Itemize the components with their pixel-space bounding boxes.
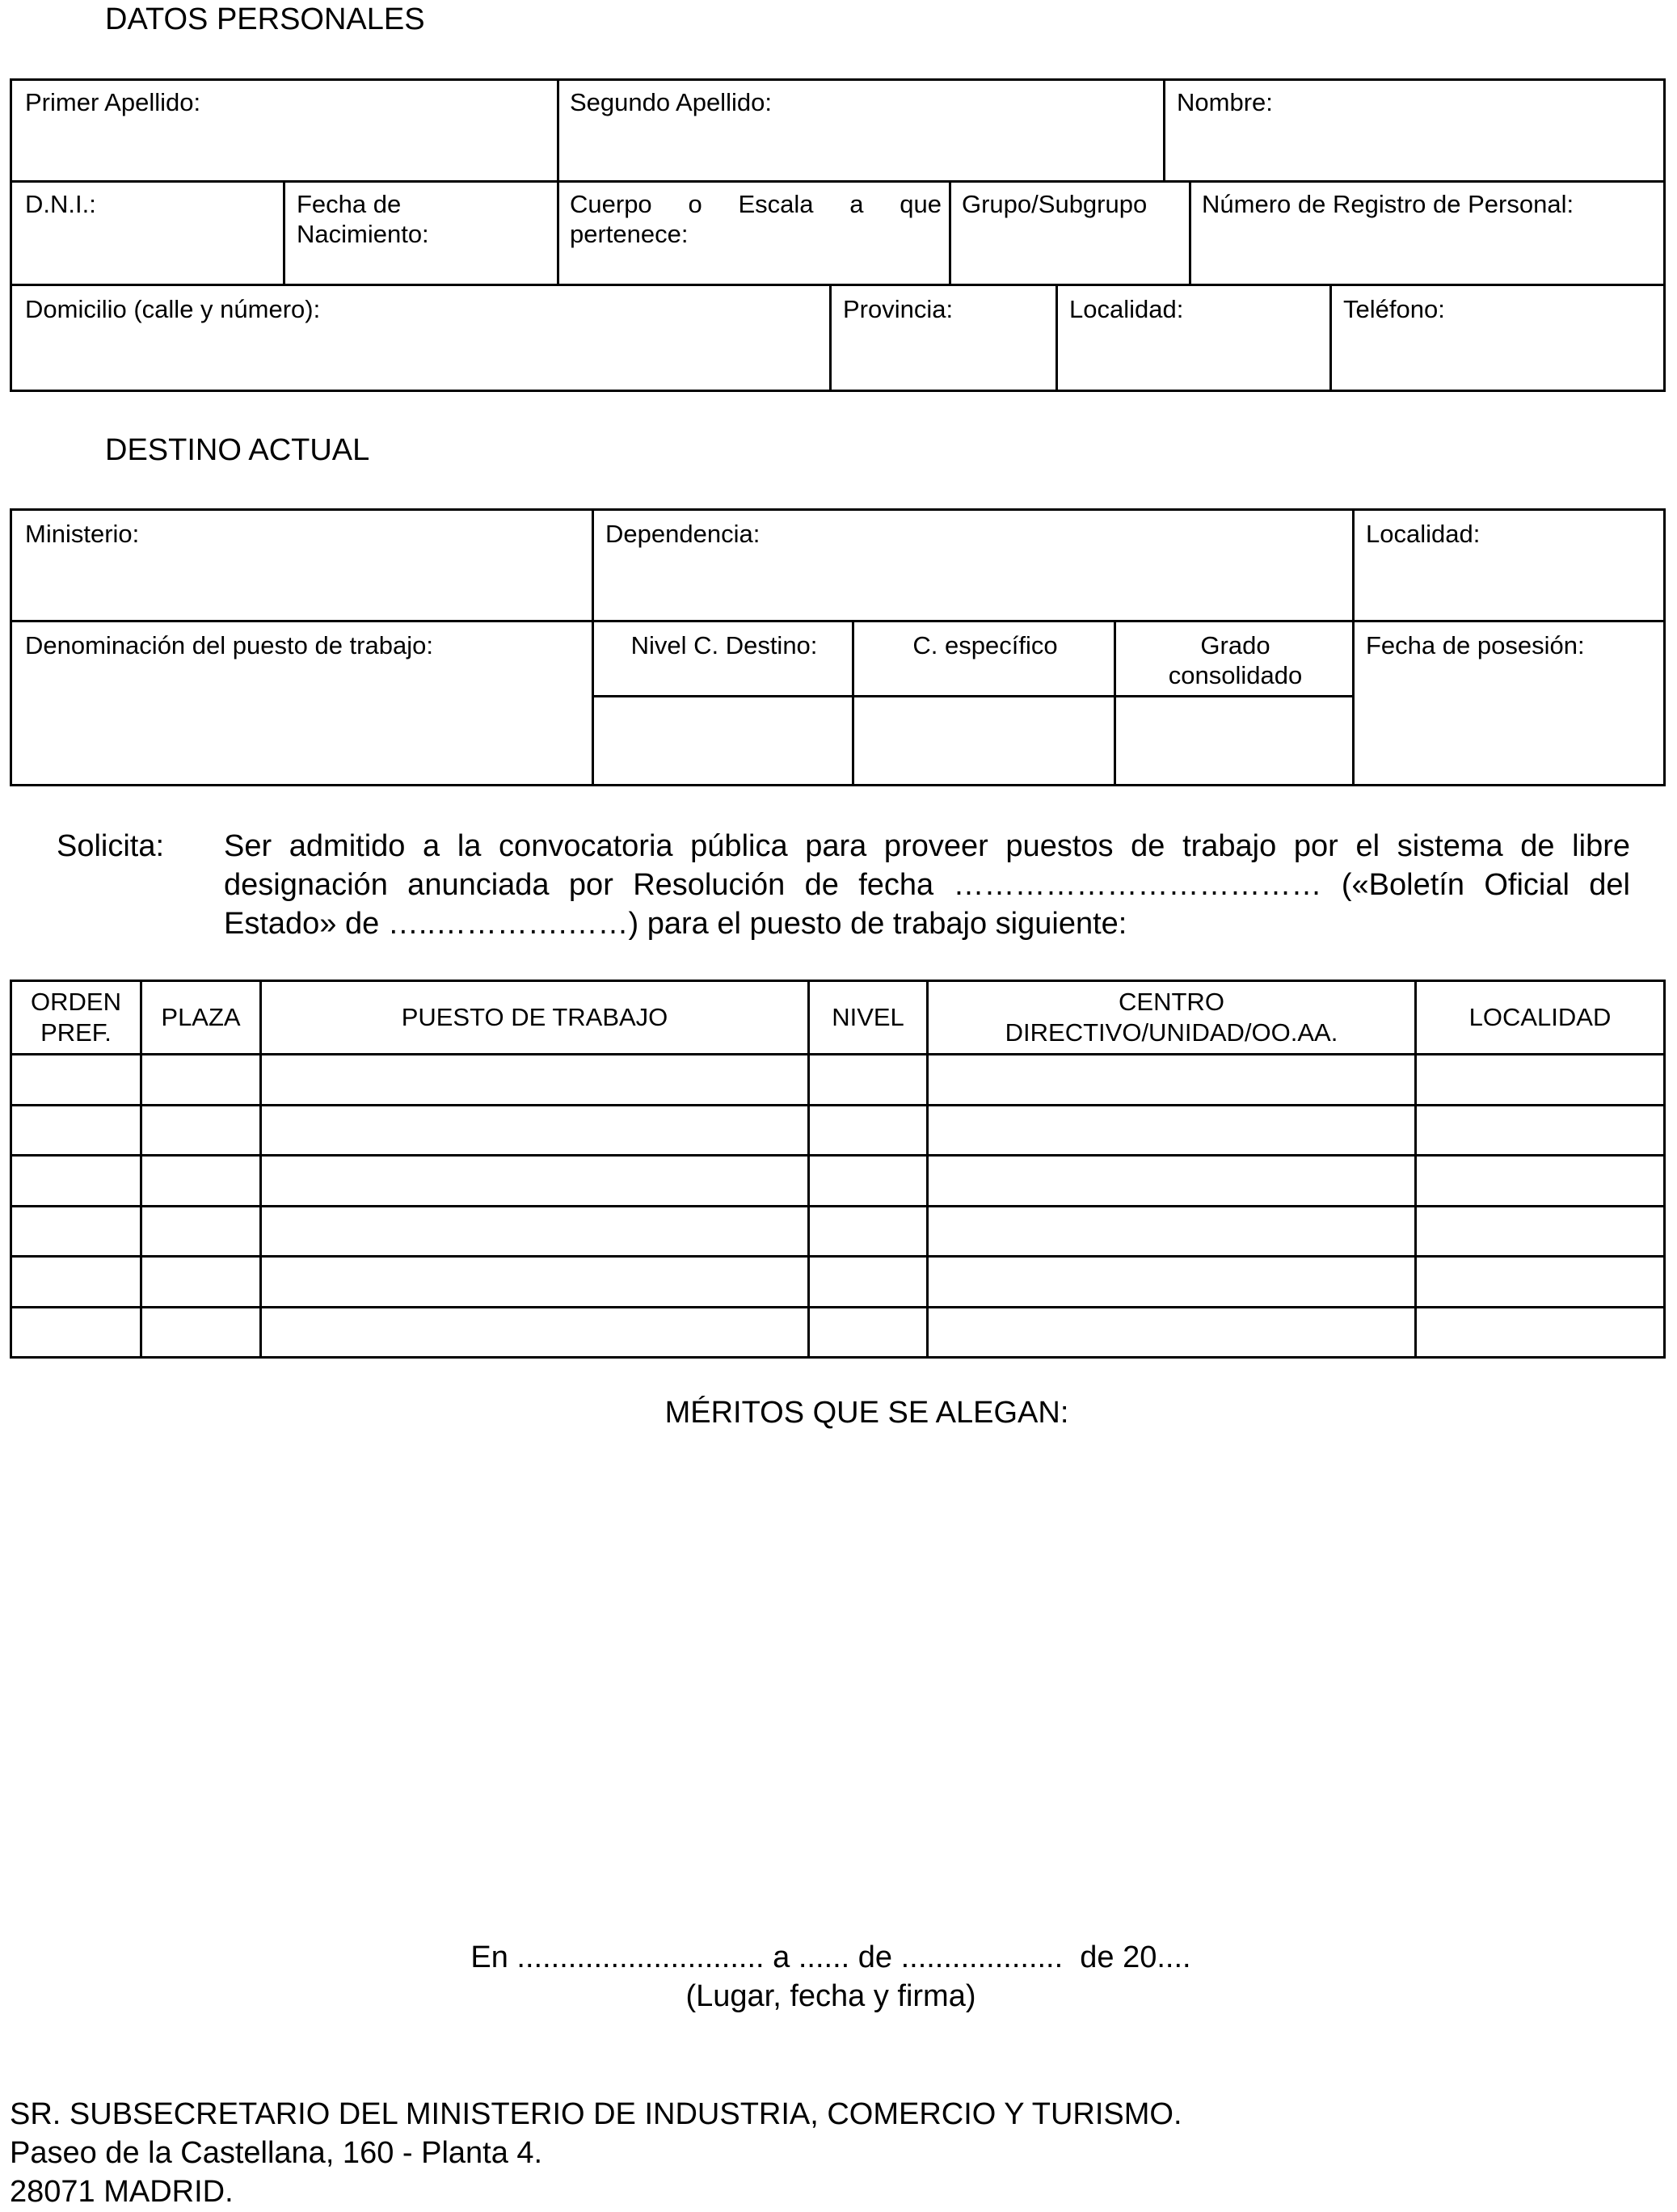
cell-puesto[interactable] [259,1306,810,1359]
col-header-centro-text [929,982,1414,1053]
label-complemento-especifico: C. específico [912,631,1058,659]
table-border-right [1663,980,1666,1359]
label-cuerpo-escala-2: pertenece: [570,220,689,248]
input-complemento-especifico[interactable] [852,695,1116,786]
cell-plaza[interactable] [140,1205,262,1258]
cell-orden[interactable] [10,1205,142,1258]
label-localidad-puesto: LOCALIDAD [1468,1003,1612,1031]
label-ministerio: Ministerio: [25,520,140,548]
cell-nivel[interactable] [807,1306,929,1359]
field-cuerpo-escala[interactable] [557,180,951,286]
label-grado-1: Grado [1200,631,1270,659]
section-title-datos-personales: DATOS PERSONALES [105,2,425,36]
cell-plaza[interactable] [140,1154,262,1207]
solicita-label: Solicita: [57,829,165,863]
table-border-right [1663,78,1666,392]
header-complemento-especifico [852,620,1116,697]
solicita-text-line-3: Estado» de …..………….……) para el puesto de trabajo siguiente: [224,907,1127,941]
field-numero-registro[interactable] [1189,180,1666,286]
label-orden-1: ORDEN [31,988,121,1016]
col-header-orden-text [12,982,140,1053]
cell-puesto[interactable] [259,1255,810,1308]
cell-centro[interactable] [926,1154,1417,1207]
section-title-destino-actual: DESTINO ACTUAL [105,433,370,467]
label-grado-2: consolidado [1168,661,1303,689]
field-primer-apellido[interactable] [10,78,559,183]
label-centro-1: CENTRO [1119,988,1224,1016]
cell-nivel[interactable] [807,1104,929,1157]
cell-nivel[interactable] [807,1053,929,1106]
label-dependencia: Dependencia: [605,520,761,548]
cell-nivel[interactable] [807,1205,929,1258]
table-border-bottom [10,784,1666,786]
meritos-area[interactable] [10,1447,1666,1907]
label-cuerpo-escala-1: Cuerpo o Escala a que [570,190,942,218]
cell-nivel[interactable] [807,1154,929,1207]
label-fecha-nacimiento-2: Nacimiento: [297,220,429,248]
meritos-title: MÉRITOS QUE SE ALEGAN: [664,1396,1069,1430]
label-localidad-destino: Localidad: [1366,520,1481,548]
field-grupo-subgrupo[interactable] [949,180,1191,286]
cell-plaza[interactable] [140,1306,262,1359]
field-telefono[interactable] [1329,284,1666,390]
label-centro-2: DIRECTIVO/UNIDAD/OO.AA. [1005,1018,1338,1047]
field-segundo-apellido[interactable] [557,78,1165,183]
label-fecha-posesion: Fecha de posesión: [1366,631,1585,659]
cell-puesto[interactable] [259,1154,810,1207]
label-primer-apellido: Primer Apellido: [25,88,201,116]
header-grado-consolidado [1114,620,1355,697]
cell-localidad[interactable] [1414,1205,1666,1258]
table-border-bottom [10,390,1666,392]
cell-puesto[interactable] [259,1053,810,1106]
input-grado-consolidado[interactable] [1114,695,1355,786]
cell-centro[interactable] [926,1053,1417,1106]
label-dni: D.N.I.: [25,190,96,218]
cell-localidad[interactable] [1414,1104,1666,1157]
cell-plaza[interactable] [140,1053,262,1106]
label-nivel: NIVEL [832,1003,904,1031]
label-denominacion-puesto: Denominación del puesto de trabajo: [25,631,433,659]
field-domicilio[interactable] [10,284,832,390]
firma-line: En ............................. a ...... de ................... de 20.... [470,1940,1191,1974]
field-nombre[interactable] [1163,78,1666,183]
cell-centro[interactable] [926,1205,1417,1258]
field-fecha-posesion[interactable] [1352,620,1666,786]
cell-centro[interactable] [926,1104,1417,1157]
cell-centro[interactable] [926,1306,1417,1359]
field-localidad[interactable] [1055,284,1332,390]
cell-localidad[interactable] [1414,1306,1666,1359]
cell-orden[interactable] [10,1104,142,1157]
label-telefono: Teléfono: [1343,295,1445,323]
field-dependencia[interactable] [592,508,1355,622]
cell-orden[interactable] [10,1053,142,1106]
field-ministerio[interactable] [10,508,594,622]
destinatario-line-1: SR. SUBSECRETARIO DEL MINISTERIO DE INDUSTRIA, COMERCIO Y TURISMO. [10,2097,1182,2131]
cell-centro[interactable] [926,1255,1417,1308]
cell-orden[interactable] [10,1306,142,1359]
cell-plaza[interactable] [140,1104,262,1157]
cell-orden[interactable] [10,1255,142,1308]
label-nivel-destino: Nivel C. Destino: [630,631,818,659]
field-dni[interactable] [10,180,285,286]
solicita-text-line-2: designación anunciada por Resolución de fecha ……………………………… («Boletín Oficial del [224,868,1630,902]
label-puesto: PUESTO DE TRABAJO [401,1003,668,1031]
label-provincia: Provincia: [843,295,954,323]
label-fecha-nacimiento-1: Fecha de [297,190,402,218]
label-plaza: PLAZA [161,1003,241,1031]
field-localidad-destino[interactable] [1352,508,1666,622]
input-nivel-destino[interactable] [592,695,854,786]
label-numero-registro: Número de Registro de Personal: [1202,190,1574,218]
cell-nivel[interactable] [807,1255,929,1308]
table-border-bottom [10,1356,1666,1359]
field-denominacion-puesto[interactable] [10,620,594,786]
label-segundo-apellido: Segundo Apellido: [570,88,772,116]
header-nivel-destino [592,620,854,697]
cell-plaza[interactable] [140,1255,262,1308]
firma-caption: (Lugar, fecha y firma) [685,1979,976,2013]
label-nombre: Nombre: [1177,88,1273,116]
label-grupo-subgrupo: Grupo/Subgrupo [962,190,1148,218]
cell-puesto[interactable] [259,1104,810,1157]
cell-orden[interactable] [10,1154,142,1207]
cell-localidad[interactable] [1414,1053,1666,1106]
cell-puesto[interactable] [259,1205,810,1258]
label-domicilio: Domicilio (calle y número): [25,295,321,323]
field-provincia[interactable] [829,284,1058,390]
solicita-text-line-1: Ser admitido a la convocatoria pública para proveer puestos de trabajo por el sistema de libre [224,829,1630,863]
table-border-right [1663,508,1666,786]
label-orden-2: PREF. [40,1018,112,1047]
cell-localidad[interactable] [1414,1154,1666,1207]
field-fecha-nacimiento[interactable] [283,180,559,286]
destinatario-line-2: Paseo de la Castellana, 160 - Planta 4. [10,2136,543,2170]
label-localidad: Localidad: [1069,295,1184,323]
destinatario-line-3: 28071 MADRID. [10,2175,234,2209]
cell-localidad[interactable] [1414,1255,1666,1308]
